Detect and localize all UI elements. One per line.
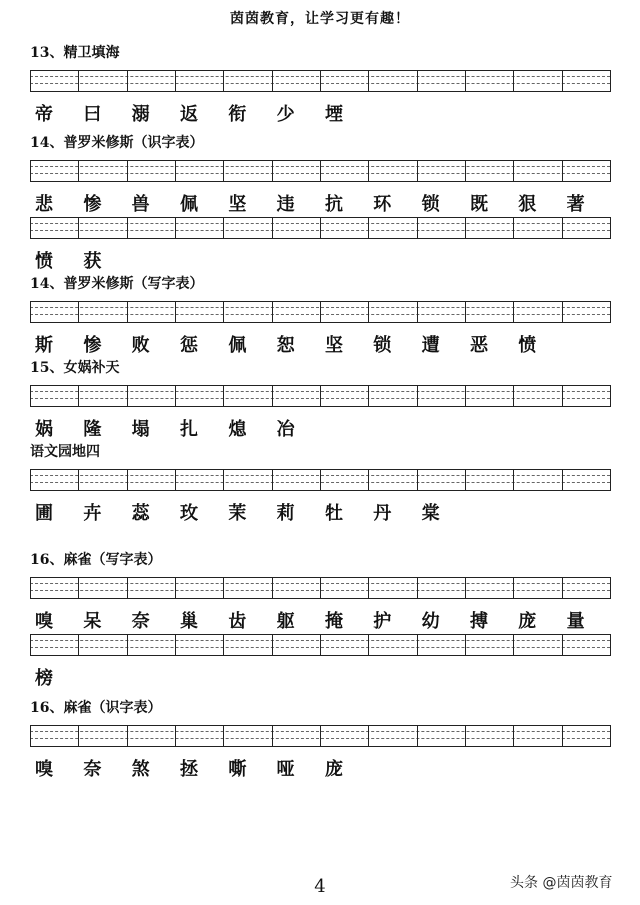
chinese-character: 返 [179,104,198,125]
chinese-character: 愤 [518,335,537,356]
chinese-character: 熄 [228,419,247,440]
chinese-character: 抗 [324,194,343,215]
chinese-character: 败 [131,335,150,356]
chinese-character: 量 [566,611,585,632]
lesson-title: 16、麻雀（识字表） [30,700,162,716]
chinese-character: 庞 [518,611,537,632]
page-header: 茵茵教育，让学习更有趣！ [230,11,410,27]
lesson-title: 语文园地四 [30,444,100,460]
chinese-character: 坚 [324,335,343,356]
chinese-character: 呆 [83,611,102,632]
chinese-character: 齿 [228,611,247,632]
chinese-character: 狠 [518,194,537,215]
chinese-character: 环 [373,194,392,215]
chinese-character: 躯 [276,611,295,632]
character-row [30,664,610,690]
chinese-character: 棠 [421,503,440,524]
chinese-character: 茉 [228,503,247,524]
chinese-character: 佩 [179,194,198,215]
pinyin-grid [30,725,610,747]
chinese-character: 恕 [276,335,295,356]
chinese-character: 嘶 [228,759,247,780]
chinese-character: 护 [373,611,392,632]
chinese-character: 溺 [131,104,150,125]
pinyin-grid [30,160,610,182]
character-row [30,100,610,126]
chinese-character: 坚 [228,194,247,215]
chinese-character: 蕊 [131,503,150,524]
chinese-character: 惨 [83,194,102,215]
chinese-character: 少 [276,104,295,125]
chinese-character: 遭 [421,335,440,356]
chinese-character: 奈 [83,759,102,780]
pinyin-grid [30,70,610,92]
chinese-character: 兽 [131,194,150,215]
lesson-title: 14、普罗米修斯（识字表） [30,135,204,151]
chinese-character: 榜 [35,668,53,689]
character-row [30,415,610,441]
pinyin-grid [30,217,610,239]
chinese-character: 曰 [83,104,102,125]
chinese-character: 丹 [373,503,392,524]
chinese-character: 惩 [179,335,198,356]
character-row [30,499,610,525]
page-number: 4 [314,876,326,897]
chinese-character: 既 [469,194,488,215]
pinyin-grid [30,301,610,323]
character-row [30,755,610,781]
chinese-character: 卉 [83,503,102,524]
chinese-character: 嗅 [35,611,53,632]
chinese-character: 违 [276,194,295,215]
lesson-title: 15、女娲补天 [30,360,120,376]
pinyin-grid [30,385,610,407]
chinese-character: 斯 [35,335,53,356]
chinese-character: 莉 [276,503,295,524]
chinese-character: 牡 [324,503,343,524]
chinese-character: 拯 [179,759,198,780]
chinese-character: 玫 [179,503,198,524]
chinese-character: 堙 [324,104,343,125]
pinyin-grid [30,634,610,656]
chinese-character: 冶 [276,419,295,440]
chinese-character: 嗅 [35,759,53,780]
chinese-character: 惨 [83,335,102,356]
chinese-character: 搏 [469,611,488,632]
chinese-character: 衔 [228,104,247,125]
chinese-character: 恶 [469,335,488,356]
chinese-character: 庞 [324,759,343,780]
chinese-character: 掩 [324,611,343,632]
chinese-character: 哑 [276,759,295,780]
chinese-character: 隆 [83,419,102,440]
chinese-character: 悲 [35,194,53,215]
chinese-character: 著 [566,194,585,215]
chinese-character: 扎 [179,419,198,440]
chinese-character: 圃 [35,503,53,524]
lesson-title: 14、普罗米修斯（写字表） [30,276,204,292]
chinese-character: 锁 [373,335,392,356]
chinese-character: 奈 [131,611,150,632]
chinese-character: 获 [83,251,102,272]
chinese-character: 佩 [228,335,247,356]
chinese-character: 娲 [35,419,53,440]
pinyin-grid [30,469,610,491]
character-row [30,190,610,216]
chinese-character: 愤 [35,251,53,272]
watermark: 头条 @茵茵教育 [510,875,613,891]
character-row [30,331,610,357]
lesson-title: 13、精卫填海 [30,45,120,61]
chinese-character: 巢 [179,611,198,632]
chinese-character: 锁 [421,194,440,215]
pinyin-grid [30,577,610,599]
chinese-character: 帝 [35,104,53,125]
lesson-title: 16、麻雀（写字表） [30,552,162,568]
chinese-character: 塌 [131,419,150,440]
character-row [30,247,610,273]
chinese-character: 幼 [421,611,440,632]
chinese-character: 煞 [131,759,150,780]
character-row [30,607,610,633]
